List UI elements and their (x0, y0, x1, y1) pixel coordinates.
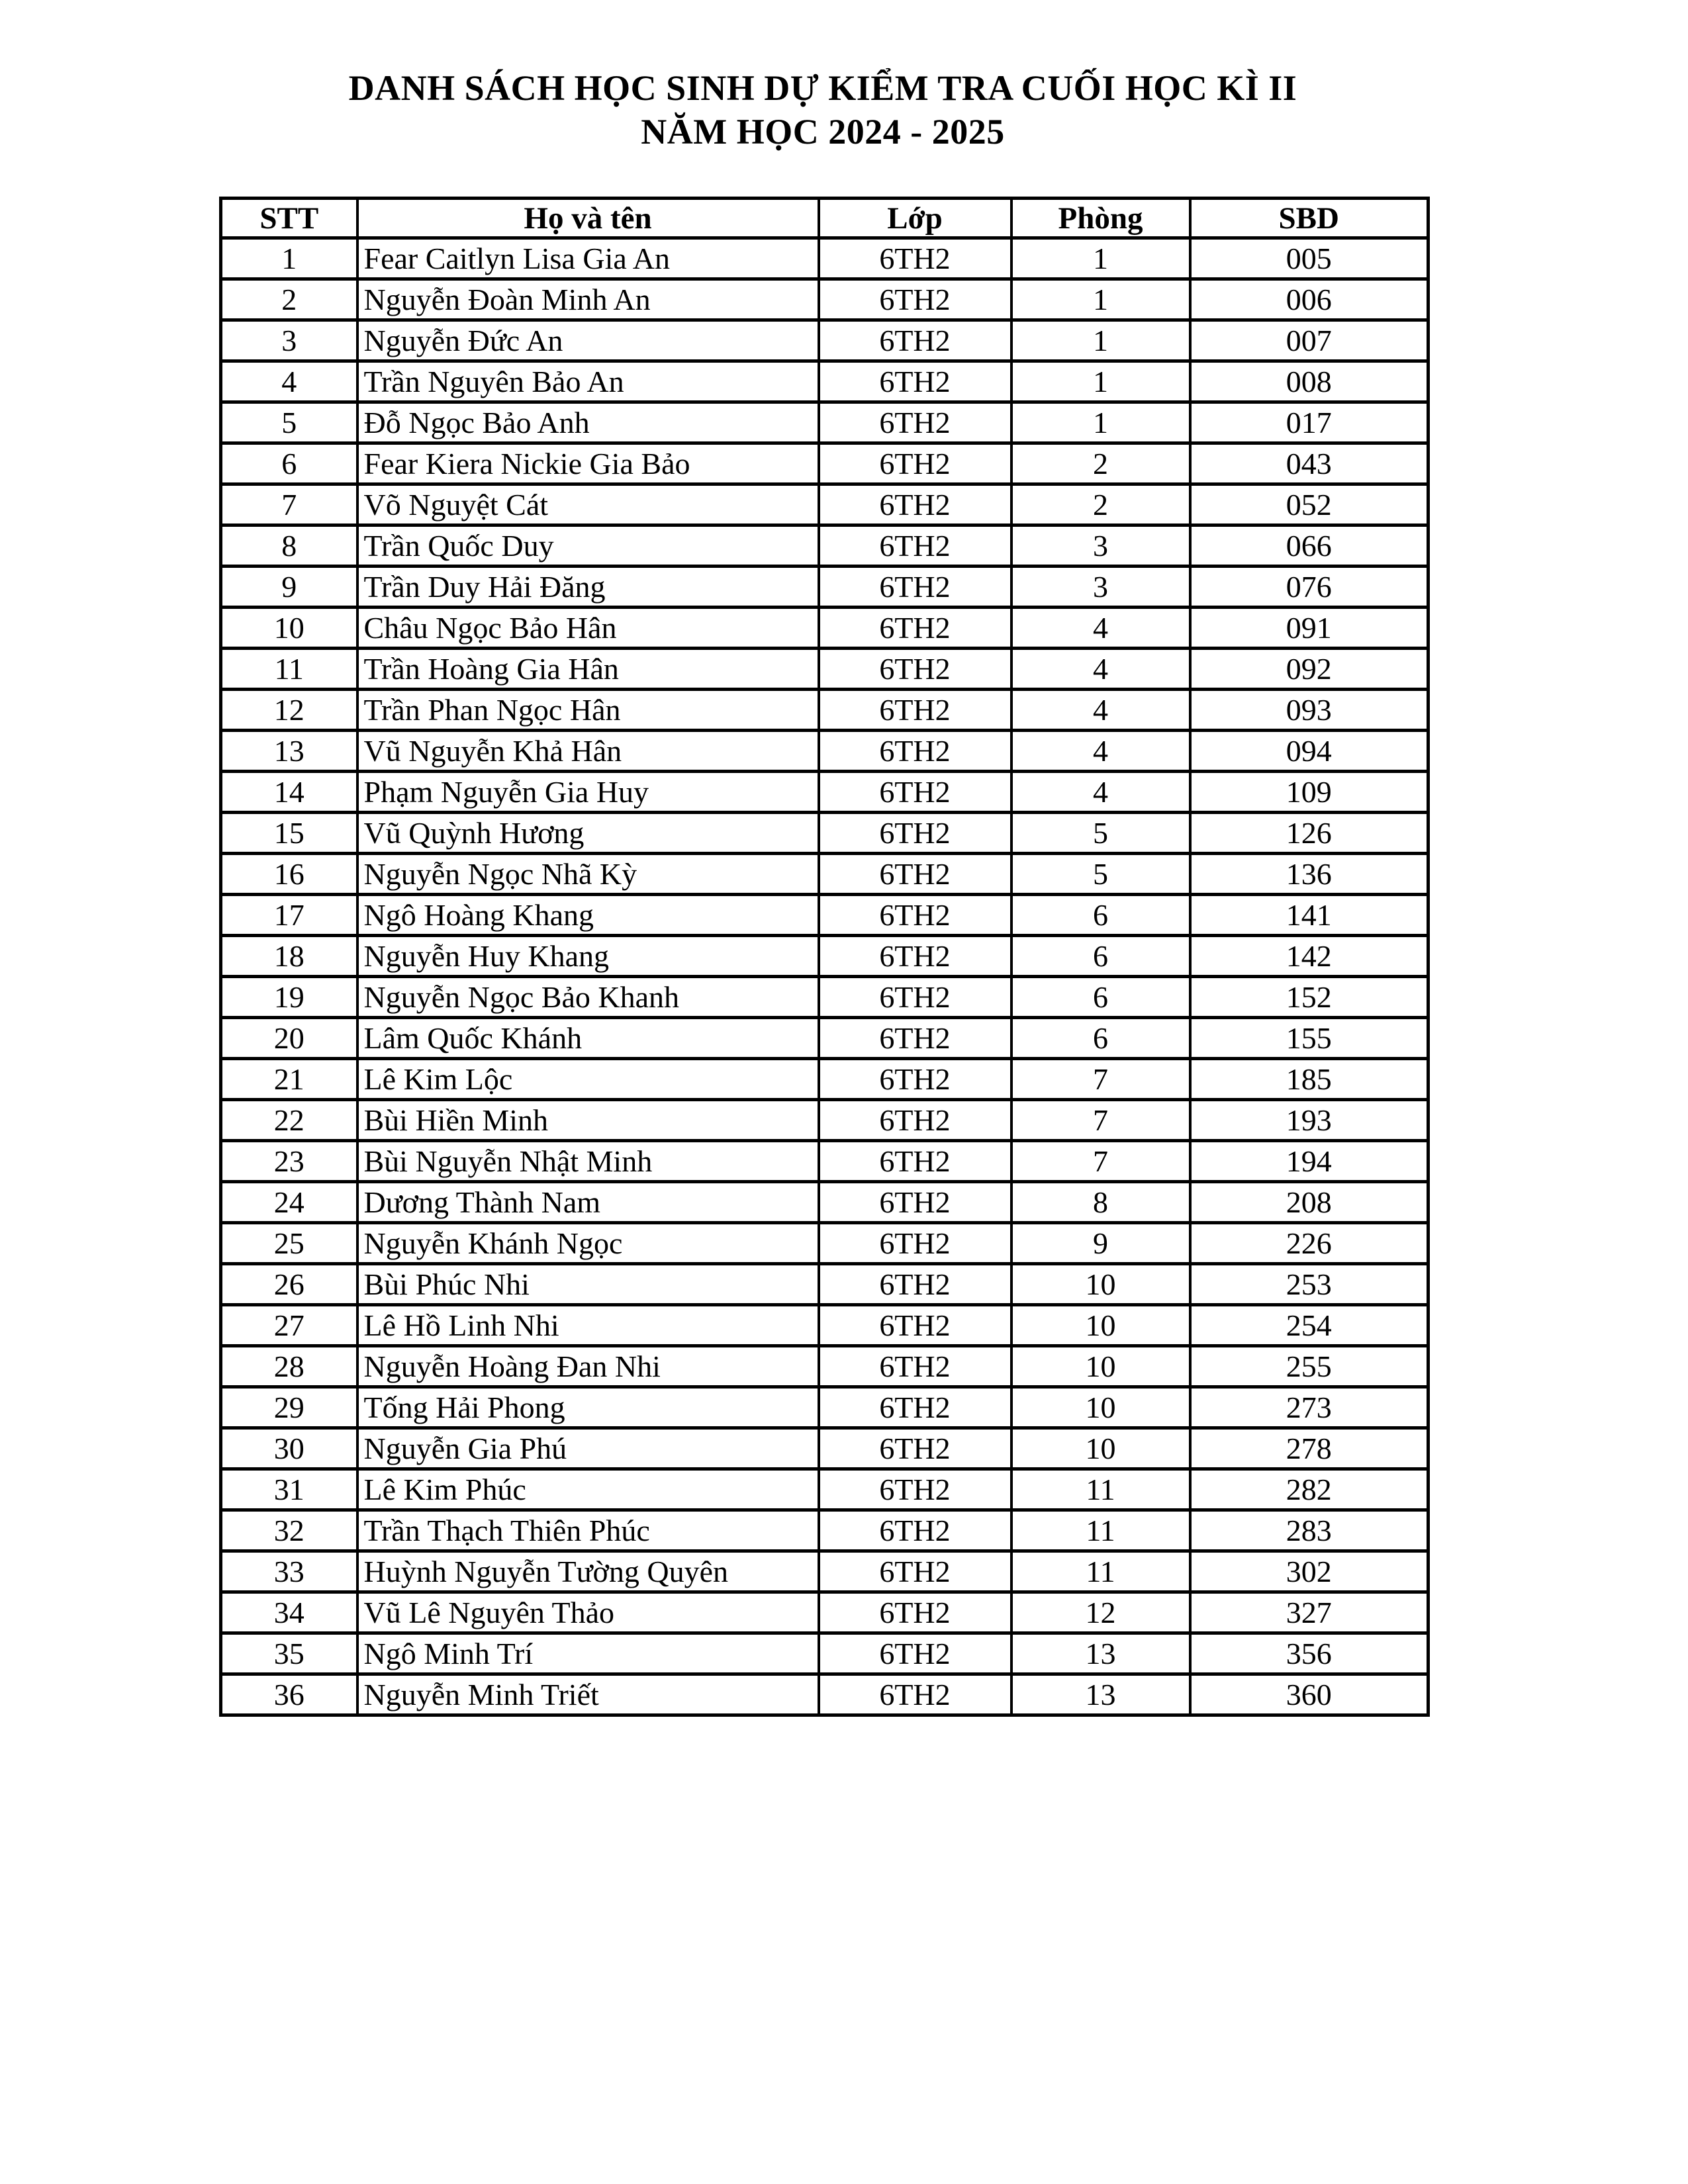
cell-name: Fear Kiera Nickie Gia Bảo (357, 443, 819, 484)
cell-sbd: 094 (1190, 731, 1429, 772)
cell-class: 6TH2 (819, 525, 1011, 567)
cell-room: 2 (1011, 443, 1190, 484)
cell-name: Huỳnh Nguyễn Tường Quyên (357, 1551, 819, 1592)
cell-sbd: 008 (1190, 361, 1429, 402)
cell-room: 4 (1011, 731, 1190, 772)
cell-name: Ngô Minh Trí (357, 1633, 819, 1674)
table-row (221, 1141, 1429, 1182)
cell-stt: 23 (221, 1141, 357, 1182)
cell-sbd: 283 (1190, 1510, 1429, 1551)
cell-name: Nguyễn Ngọc Bảo Khanh (357, 977, 819, 1018)
cell-class: 6TH2 (819, 649, 1011, 690)
cell-name: Đỗ Ngọc Bảo Anh (357, 402, 819, 443)
cell-name: Trần Phan Ngọc Hân (357, 690, 819, 731)
table-row (221, 320, 1429, 361)
cell-class: 6TH2 (819, 279, 1011, 320)
cell-class: 6TH2 (819, 690, 1011, 731)
cell-sbd: 092 (1190, 649, 1429, 690)
cell-sbd: 126 (1190, 813, 1429, 854)
table-row (221, 772, 1429, 813)
cell-room: 7 (1011, 1100, 1190, 1141)
cell-class: 6TH2 (819, 1551, 1011, 1592)
cell-stt: 35 (221, 1633, 357, 1674)
cell-room: 10 (1011, 1264, 1190, 1305)
cell-stt: 25 (221, 1223, 357, 1264)
cell-stt: 2 (221, 279, 357, 320)
cell-class: 6TH2 (819, 1223, 1011, 1264)
cell-name: Vũ Lê Nguyên Thảo (357, 1592, 819, 1633)
cell-sbd: 253 (1190, 1264, 1429, 1305)
cell-stt: 19 (221, 977, 357, 1018)
cell-name: Võ Nguyệt Cát (357, 484, 819, 525)
cell-sbd: 066 (1190, 525, 1429, 567)
cell-class: 6TH2 (819, 1018, 1011, 1059)
cell-class: 6TH2 (819, 1182, 1011, 1223)
table-row (221, 854, 1429, 895)
cell-sbd: 327 (1190, 1592, 1429, 1633)
cell-class: 6TH2 (819, 567, 1011, 608)
cell-name: Vũ Nguyễn Khả Hân (357, 731, 819, 772)
cell-sbd: 052 (1190, 484, 1429, 525)
cell-sbd: 043 (1190, 443, 1429, 484)
cell-sbd: 142 (1190, 936, 1429, 977)
cell-sbd: 136 (1190, 854, 1429, 895)
cell-class: 6TH2 (819, 443, 1011, 484)
table-row (221, 649, 1429, 690)
cell-room: 11 (1011, 1469, 1190, 1510)
cell-class: 6TH2 (819, 484, 1011, 525)
cell-room: 13 (1011, 1633, 1190, 1674)
cell-room: 5 (1011, 813, 1190, 854)
cell-room: 2 (1011, 484, 1190, 525)
cell-class: 6TH2 (819, 813, 1011, 854)
cell-name: Lê Kim Phúc (357, 1469, 819, 1510)
cell-class: 6TH2 (819, 608, 1011, 649)
cell-name: Nguyễn Khánh Ngọc (357, 1223, 819, 1264)
table-row (221, 361, 1429, 402)
cell-name: Lê Kim Lộc (357, 1059, 819, 1100)
cell-stt: 20 (221, 1018, 357, 1059)
cell-stt: 8 (221, 525, 357, 567)
cell-stt: 18 (221, 936, 357, 977)
cell-class: 6TH2 (819, 1469, 1011, 1510)
table-row (221, 567, 1429, 608)
cell-room: 4 (1011, 649, 1190, 690)
cell-name: Nguyễn Gia Phú (357, 1428, 819, 1469)
header-name: Họ và tên (357, 199, 819, 238)
cell-stt: 7 (221, 484, 357, 525)
cell-room: 10 (1011, 1346, 1190, 1387)
table-row (221, 813, 1429, 854)
cell-sbd: 155 (1190, 1018, 1429, 1059)
cell-class: 6TH2 (819, 1100, 1011, 1141)
cell-class: 6TH2 (819, 238, 1011, 279)
cell-stt: 34 (221, 1592, 357, 1633)
document-title (219, 66, 1427, 154)
table-row (221, 731, 1429, 772)
cell-name: Nguyễn Huy Khang (357, 936, 819, 977)
table-row (221, 1100, 1429, 1141)
cell-room: 4 (1011, 690, 1190, 731)
table-header (221, 199, 1429, 238)
cell-stt: 6 (221, 443, 357, 484)
table-row (221, 525, 1429, 567)
cell-room: 6 (1011, 977, 1190, 1018)
table-row (221, 1182, 1429, 1223)
table-row (221, 1223, 1429, 1264)
table-row (221, 1592, 1429, 1633)
cell-class: 6TH2 (819, 1592, 1011, 1633)
cell-name: Nguyễn Đức An (357, 320, 819, 361)
cell-stt: 9 (221, 567, 357, 608)
cell-room: 1 (1011, 361, 1190, 402)
cell-class: 6TH2 (819, 1510, 1011, 1551)
cell-room: 11 (1011, 1551, 1190, 1592)
cell-stt: 13 (221, 731, 357, 772)
cell-class: 6TH2 (819, 1059, 1011, 1100)
cell-sbd: 017 (1190, 402, 1429, 443)
header-room: Phòng (1011, 199, 1190, 238)
cell-stt: 14 (221, 772, 357, 813)
cell-class: 6TH2 (819, 1674, 1011, 1715)
cell-stt: 30 (221, 1428, 357, 1469)
table-row (221, 1469, 1429, 1510)
cell-stt: 3 (221, 320, 357, 361)
cell-sbd: 152 (1190, 977, 1429, 1018)
cell-name: Trần Quốc Duy (357, 525, 819, 567)
table-row (221, 895, 1429, 936)
table-row (221, 1059, 1429, 1100)
cell-name: Dương Thành Nam (357, 1182, 819, 1223)
cell-sbd: 093 (1190, 690, 1429, 731)
cell-class: 6TH2 (819, 977, 1011, 1018)
cell-class: 6TH2 (819, 1633, 1011, 1674)
table-row (221, 1633, 1429, 1674)
table-row (221, 1305, 1429, 1346)
student-roster-table (219, 197, 1430, 1717)
cell-room: 9 (1011, 1223, 1190, 1264)
cell-room: 1 (1011, 320, 1190, 361)
cell-name: Nguyễn Minh Triết (357, 1674, 819, 1715)
table-row (221, 484, 1429, 525)
table-row (221, 690, 1429, 731)
cell-class: 6TH2 (819, 854, 1011, 895)
table-row (221, 1674, 1429, 1715)
cell-name: Fear Caitlyn Lisa Gia An (357, 238, 819, 279)
cell-name: Bùi Nguyễn Nhật Minh (357, 1141, 819, 1182)
cell-sbd: 076 (1190, 567, 1429, 608)
cell-class: 6TH2 (819, 1387, 1011, 1428)
header-row (221, 199, 1429, 238)
cell-room: 4 (1011, 772, 1190, 813)
cell-room: 8 (1011, 1182, 1190, 1223)
table-row (221, 443, 1429, 484)
cell-room: 6 (1011, 936, 1190, 977)
cell-stt: 17 (221, 895, 357, 936)
cell-room: 11 (1011, 1510, 1190, 1551)
cell-name: Trần Hoàng Gia Hân (357, 649, 819, 690)
cell-stt: 22 (221, 1100, 357, 1141)
cell-class: 6TH2 (819, 1305, 1011, 1346)
cell-sbd: 282 (1190, 1469, 1429, 1510)
cell-sbd: 006 (1190, 279, 1429, 320)
cell-room: 4 (1011, 608, 1190, 649)
cell-name: Trần Thạch Thiên Phúc (357, 1510, 819, 1551)
cell-stt: 11 (221, 649, 357, 690)
cell-name: Phạm Nguyễn Gia Huy (357, 772, 819, 813)
table-row (221, 1018, 1429, 1059)
cell-room: 6 (1011, 895, 1190, 936)
table-row (221, 1428, 1429, 1469)
cell-class: 6TH2 (819, 731, 1011, 772)
title-line-1: DANH SÁCH HỌC SINH DỰ KIỂM TRA CUỐI HỌC KÌ II (348, 68, 1297, 108)
cell-room: 1 (1011, 238, 1190, 279)
cell-sbd: 185 (1190, 1059, 1429, 1100)
table-row (221, 1264, 1429, 1305)
cell-class: 6TH2 (819, 402, 1011, 443)
cell-room: 1 (1011, 402, 1190, 443)
cell-stt: 24 (221, 1182, 357, 1223)
cell-name: Bùi Hiền Minh (357, 1100, 819, 1141)
cell-sbd: 007 (1190, 320, 1429, 361)
cell-stt: 12 (221, 690, 357, 731)
cell-name: Châu Ngọc Bảo Hân (357, 608, 819, 649)
cell-stt: 5 (221, 402, 357, 443)
header-stt: STT (221, 199, 357, 238)
cell-sbd: 273 (1190, 1387, 1429, 1428)
cell-stt: 1 (221, 238, 357, 279)
header-class: Lớp (819, 199, 1011, 238)
table-row (221, 1510, 1429, 1551)
header-sbd: SBD (1190, 199, 1429, 238)
cell-class: 6TH2 (819, 1428, 1011, 1469)
cell-stt: 28 (221, 1346, 357, 1387)
cell-room: 12 (1011, 1592, 1190, 1633)
cell-sbd: 254 (1190, 1305, 1429, 1346)
cell-room: 7 (1011, 1059, 1190, 1100)
cell-name: Vũ Quỳnh Hương (357, 813, 819, 854)
cell-room: 1 (1011, 279, 1190, 320)
cell-sbd: 141 (1190, 895, 1429, 936)
table-row (221, 1346, 1429, 1387)
cell-name: Trần Duy Hải Đăng (357, 567, 819, 608)
cell-room: 6 (1011, 1018, 1190, 1059)
table-row (221, 1387, 1429, 1428)
table-row (221, 977, 1429, 1018)
student-table-body (221, 238, 1429, 1715)
cell-name: Lê Hồ Linh Nhi (357, 1305, 819, 1346)
cell-name: Ngô Hoàng Khang (357, 895, 819, 936)
cell-sbd: 208 (1190, 1182, 1429, 1223)
cell-stt: 4 (221, 361, 357, 402)
cell-room: 13 (1011, 1674, 1190, 1715)
cell-sbd: 278 (1190, 1428, 1429, 1469)
cell-sbd: 005 (1190, 238, 1429, 279)
cell-class: 6TH2 (819, 936, 1011, 977)
cell-stt: 29 (221, 1387, 357, 1428)
cell-stt: 26 (221, 1264, 357, 1305)
table-row (221, 279, 1429, 320)
cell-name: Bùi Phúc Nhi (357, 1264, 819, 1305)
cell-class: 6TH2 (819, 1264, 1011, 1305)
table-row (221, 1551, 1429, 1592)
cell-stt: 32 (221, 1510, 357, 1551)
cell-stt: 21 (221, 1059, 357, 1100)
cell-name: Lâm Quốc Khánh (357, 1018, 819, 1059)
cell-stt: 33 (221, 1551, 357, 1592)
cell-class: 6TH2 (819, 772, 1011, 813)
cell-class: 6TH2 (819, 1346, 1011, 1387)
cell-sbd: 109 (1190, 772, 1429, 813)
cell-class: 6TH2 (819, 895, 1011, 936)
cell-sbd: 194 (1190, 1141, 1429, 1182)
table-row (221, 936, 1429, 977)
cell-sbd: 193 (1190, 1100, 1429, 1141)
cell-room: 10 (1011, 1428, 1190, 1469)
cell-room: 3 (1011, 567, 1190, 608)
cell-name: Tống Hải Phong (357, 1387, 819, 1428)
cell-stt: 27 (221, 1305, 357, 1346)
cell-stt: 31 (221, 1469, 357, 1510)
cell-sbd: 302 (1190, 1551, 1429, 1592)
cell-name: Nguyễn Đoàn Minh An (357, 279, 819, 320)
cell-class: 6TH2 (819, 1141, 1011, 1182)
cell-room: 10 (1011, 1387, 1190, 1428)
cell-name: Trần Nguyên Bảo An (357, 361, 819, 402)
cell-room: 5 (1011, 854, 1190, 895)
cell-stt: 15 (221, 813, 357, 854)
cell-class: 6TH2 (819, 320, 1011, 361)
cell-name: Nguyễn Hoàng Đan Nhi (357, 1346, 819, 1387)
table-row (221, 402, 1429, 443)
cell-stt: 10 (221, 608, 357, 649)
cell-room: 10 (1011, 1305, 1190, 1346)
cell-sbd: 356 (1190, 1633, 1429, 1674)
cell-class: 6TH2 (819, 361, 1011, 402)
cell-room: 3 (1011, 525, 1190, 567)
title-line-2: NĂM HỌC 2024 - 2025 (641, 112, 1005, 152)
table-row (221, 238, 1429, 279)
cell-room: 7 (1011, 1141, 1190, 1182)
cell-stt: 36 (221, 1674, 357, 1715)
cell-stt: 16 (221, 854, 357, 895)
table-row (221, 608, 1429, 649)
cell-sbd: 091 (1190, 608, 1429, 649)
cell-sbd: 226 (1190, 1223, 1429, 1264)
cell-sbd: 360 (1190, 1674, 1429, 1715)
cell-sbd: 255 (1190, 1346, 1429, 1387)
cell-name: Nguyễn Ngọc Nhã Kỳ (357, 854, 819, 895)
